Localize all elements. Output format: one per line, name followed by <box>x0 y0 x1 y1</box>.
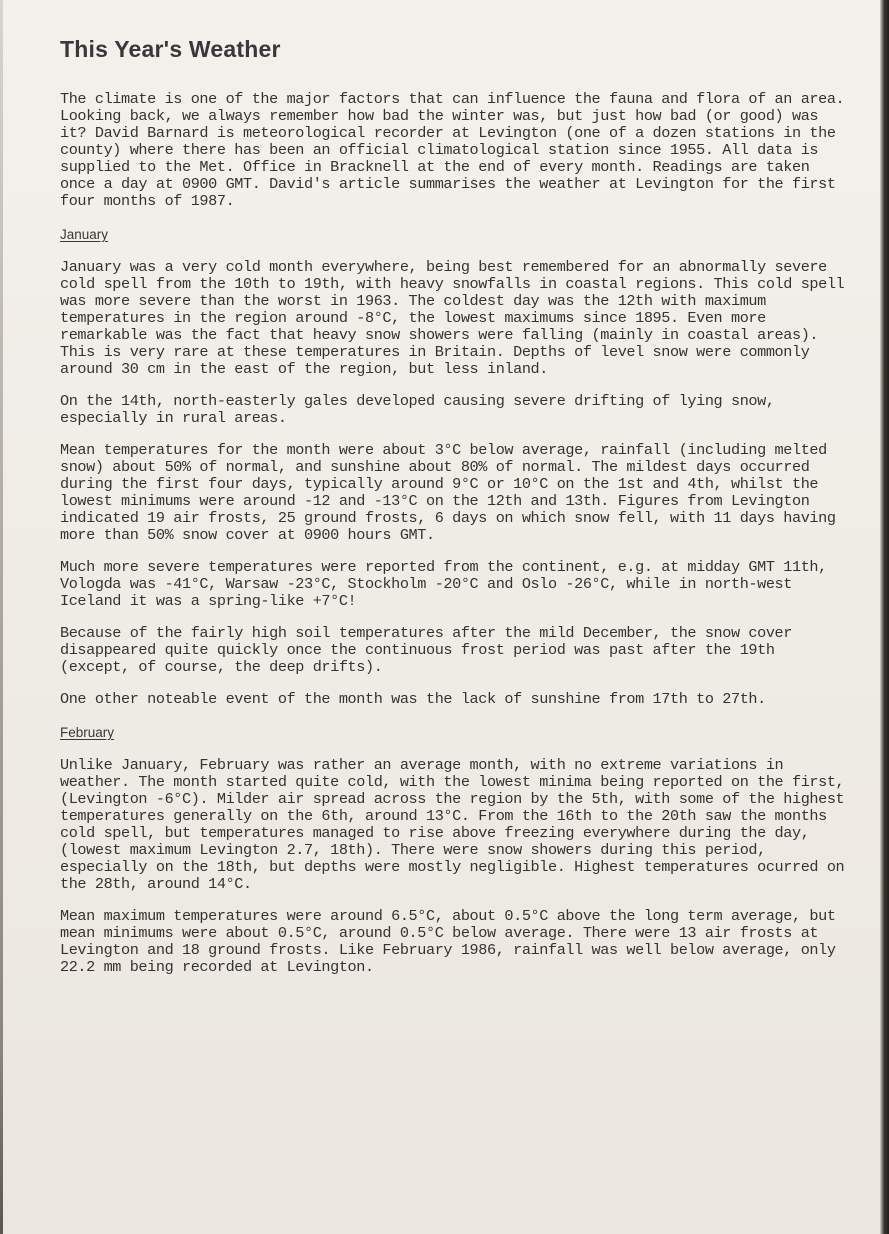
january-paragraph: Much more severe temperatures were reported from the continent, e.g. at midday GMT 11th, Vologda was -41°C, Warsaw -23°C, Stockholm -20°C and Oslo -26°C, while in north-west Iceland it was a spring-like +7°C! <box>60 558 827 610</box>
february-heading: February <box>60 725 115 740</box>
intro-paragraph: The climate is one of the major factors that can influence the fauna and flora of an area. Looking back, we always remember how bad the winter was, but just how bad (or good) was it? David Barnard is meteorological recorder at Levington (one of a dozen stations in the county) where there has been an official climatological station since 1955. All data is supplied to the Met. Office in Bracknell at the end of every month. Readings are taken once a day at 0900 GMT. David's article summarises the weather at Levington for the first four months of 1987. <box>60 90 845 210</box>
january-paragraph: One other noteable event of the month was the lack of sunshine from 17th to 27th. <box>60 690 766 708</box>
january-section <box>60 225 850 708</box>
january-heading: January <box>60 227 109 242</box>
february-paragraph: Mean maximum temperatures were around 6.5°C, about 0.5°C above the long term average, but mean minimums were about 0.5°C, around 0.5°C below average. There were 13 air frosts at Levington and 18 ground frosts. Like February 1986, rainfall was well below average, only 22.2 mm being recorded at Levington. <box>60 907 836 976</box>
january-paragraph: Mean temperatures for the month were about 3°C below average, rainfall (including melted snow) about 50% of normal, and sunshine about 80% of normal. The mildest days occurred during the first four days, typically around 9°C or 10°C on the 1st and 4th, whilst the lowest minimums were around -12 and -13°C on the 12th and 13th. Figures from Levington indicated 19 air frosts, 25 ground frosts, 6 days on which snow fell, with 11 days having more than 50% snow cover at 0900 hours GMT. <box>60 441 836 544</box>
february-paragraph: Unlike January, February was rather an average month, with no extreme variations in weather. The month started quite cold, with the lowest minima being reported on the first, (Levington -6°C). Milder air spread across the region by the 5th, with some of the highest temperatures generally on the 6th, around 13°C. From the 16th to the 20th saw the months cold spell, but temperatures managed to rise above freezing everywhere during the day, (lowest maximum Levington 2.7, 18th). There were snow showers during this period, especially on the 18th, but depths were mostly negligible. Highest temperatures ocurred on the 28th, around 14°C. <box>60 756 845 893</box>
january-paragraph: On the 14th, north-easterly gales developed causing severe drifting of lying snow, especially in rural areas. <box>60 392 775 427</box>
page-right-edge <box>880 0 889 1234</box>
page-left-edge <box>0 0 3 1234</box>
article <box>60 36 850 991</box>
january-paragraph: Because of the fairly high soil temperatures after the mild December, the snow cover disappeared quite quickly once the continuous frost period was past after the 19th (except, of course, the deep drifts). <box>60 624 792 676</box>
page-title: This Year's Weather <box>60 36 281 62</box>
february-section <box>60 723 850 976</box>
january-paragraph: January was a very cold month everywhere, being best remembered for an abnormally severe cold spell from the 10th to 19th, with heavy snowfalls in coastal regions. This cold spell was more severe than the worst in 1963. The coldest day was the 12th with maximum temperatures in the region around -8°C, the lowest maximums since 1895. Even more remarkable was the fact that heavy snow showers were falling (mainly in coastal areas). This is very rare at these temperatures in Britain. Depths of level snow were commonly around 30 cm in the east of the region, but less inland. <box>60 258 845 378</box>
